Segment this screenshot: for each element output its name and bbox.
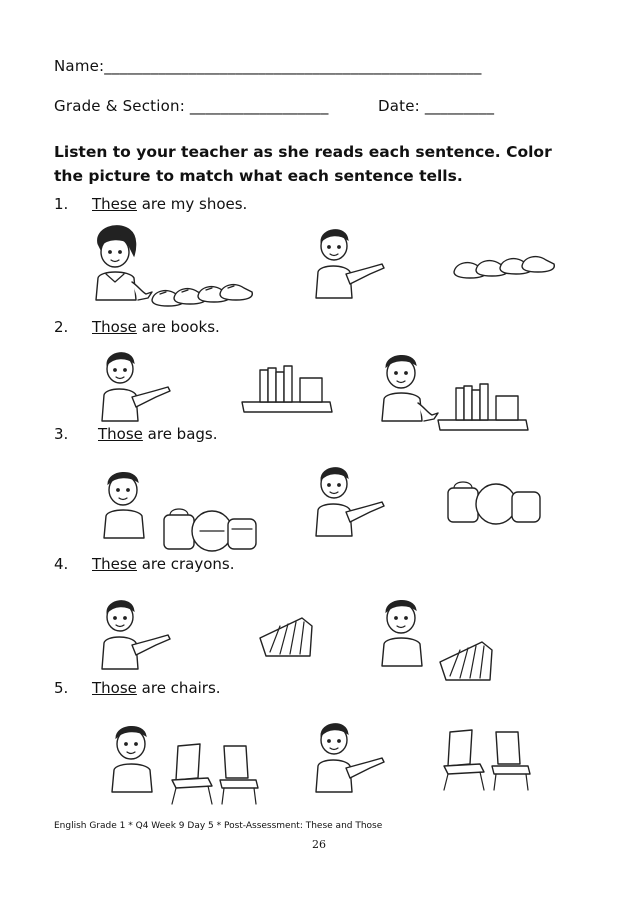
chairs-far-picture[interactable] <box>440 728 535 793</box>
item-number: 3. <box>54 425 69 443</box>
instructions <box>54 140 554 188</box>
instructions-line-1: Listen to your teacher as she reads each sentence. Color <box>54 143 552 161</box>
item-text: are my shoes. <box>136 195 248 213</box>
boy-pointing-picture[interactable] <box>310 222 390 302</box>
item-keyword: These <box>92 195 137 213</box>
girl-open-hand-picture[interactable] <box>374 345 444 425</box>
name-field[interactable]: Name:_________________________________________________ <box>54 57 482 75</box>
girl-open-hand-picture[interactable] <box>374 590 444 670</box>
item-number: 1. <box>54 195 69 213</box>
girl-open-hand-picture[interactable] <box>88 222 158 302</box>
girl-open-hand-picture[interactable] <box>104 716 174 796</box>
item-number: 4. <box>54 555 69 573</box>
boy-pointing-picture[interactable] <box>96 593 176 673</box>
shoes-far-picture[interactable] <box>452 252 557 282</box>
item-keyword: Those <box>92 318 137 336</box>
boy-pointing-picture[interactable] <box>310 716 390 796</box>
boy-pointing-picture[interactable] <box>310 460 390 540</box>
date-field[interactable]: Date: _________ <box>378 97 495 115</box>
item-keyword: These <box>92 555 137 573</box>
crayons-far-picture[interactable] <box>436 636 496 686</box>
chairs-near-picture[interactable] <box>168 742 263 807</box>
girl-open-hand-picture[interactable] <box>96 462 166 542</box>
item-3 <box>54 425 218 443</box>
books-far-picture[interactable] <box>436 382 531 442</box>
footer-note: English Grade 1 * Q4 Week 9 Day 5 * Post-Assessment: These and Those <box>54 821 383 831</box>
item-text: are books. <box>136 318 220 336</box>
instructions-line-2: the picture to match what each sentence tells. <box>54 167 463 185</box>
item-keyword: Those <box>92 679 137 697</box>
books-near-picture[interactable] <box>240 362 335 422</box>
item-number: 5. <box>54 679 69 697</box>
item-5 <box>54 679 221 697</box>
shoes-near-picture[interactable] <box>150 280 255 310</box>
bags-far-picture[interactable] <box>444 478 544 528</box>
boy-pointing-picture[interactable] <box>96 345 176 425</box>
item-text: are crayons. <box>136 555 235 573</box>
item-1 <box>54 195 247 213</box>
item-text: are chairs. <box>136 679 221 697</box>
crayons-near-picture[interactable] <box>256 612 316 662</box>
page-number: 26 <box>312 838 326 851</box>
item-2 <box>54 318 220 336</box>
item-keyword: Those <box>98 425 143 443</box>
item-text: are bags. <box>142 425 218 443</box>
item-number: 2. <box>54 318 69 336</box>
grade-section-field[interactable]: Grade & Section: __________________ <box>54 97 329 115</box>
item-4 <box>54 555 235 573</box>
bags-near-picture[interactable] <box>160 505 260 555</box>
